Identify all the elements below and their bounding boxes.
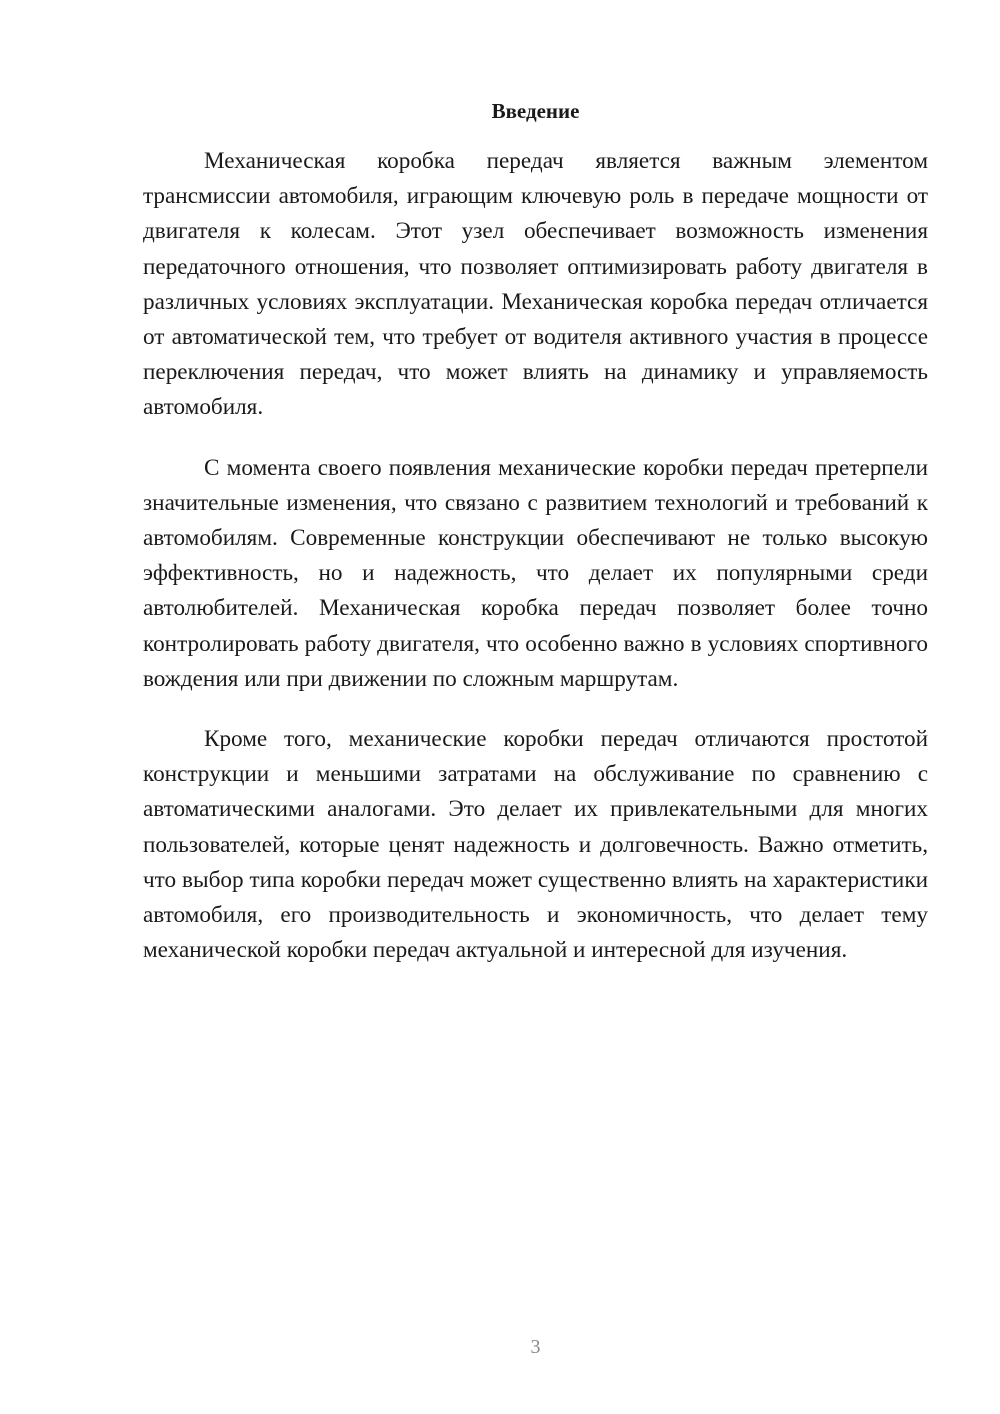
section-title: Введение	[491, 99, 580, 123]
paragraph-3: Кроме того, механические коробки передач отличаются простотой конструкции и меньшими затратами на обслуживание по сравнению с автоматическими аналогами. Это делает их привлекательными для многих пользователей, которые ценят надежность и долговечность. Важно отметить, что выбор типа коробки передач может существенно влиять на характеристики автомобиля, его производительность и экономичность, что делает тему механической коробки передач актуальной и интересной для изучения.	[143, 726, 928, 964]
page-number: 3	[530, 1336, 541, 1358]
paragraph-2: С момента своего появления механические коробки передач претерпели значительные изменения, что связано с развитием технологий и требований к автомобилям. Современные конструкции обеспечивают не только высокую эффективность, но и надежность, что делает их популярными среди автолюбителей. Механическая коробка передач позволяет более точно контролировать работу двигателя, что особенно важно в условиях спортивного вождения или при движении по сложным маршрутам.	[143, 454, 928, 692]
body-text	[143, 144, 928, 993]
paragraph-1: Механическая коробка передач является важным элементом трансмиссии автомобиля, играющим ключевую роль в передаче мощности от двигателя к колесам. Этот узел обеспечивает возможность изменения передаточного отношения, что позволяет оптимизировать работу двигателя в различных условиях эксплуатации. Механическая коробка передач отличается от автоматической тем, что требует от водителя активного участия в процессе переключения передач, что может влиять на динамику и управляемость автомобиля.	[143, 148, 928, 421]
